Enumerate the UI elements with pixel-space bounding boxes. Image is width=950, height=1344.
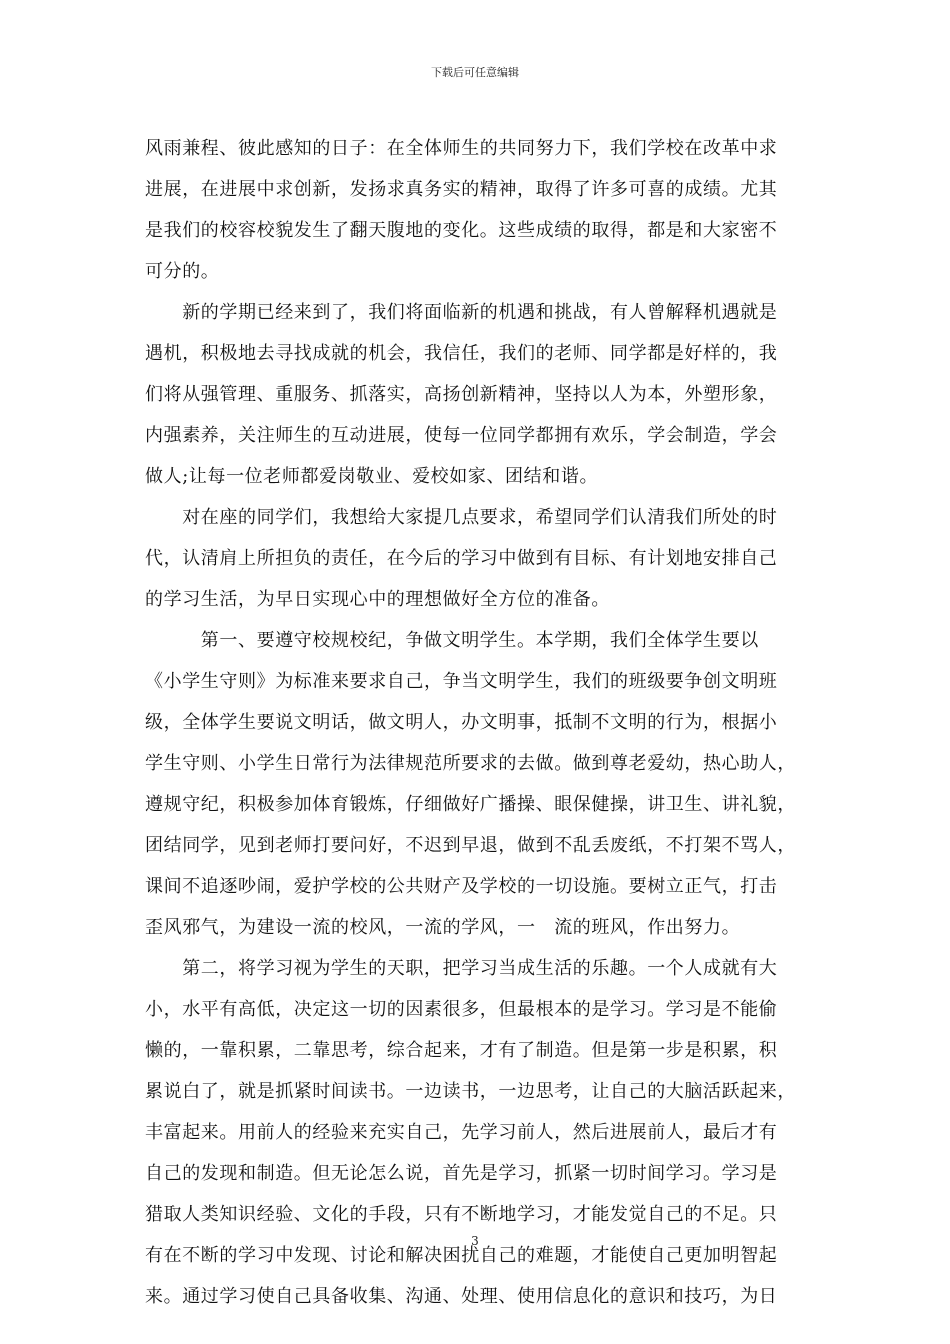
- paragraph-3: 对在座的同学们，我想给大家提几点要求，希望同学们认清我们所处的时 代，认清肩上所担负的责任，在今后的学习中做到有目标、有计划地安排自己 的学习生活，为早日实现心中的理想做好全方位的准备。: [145, 507, 778, 610]
- document-body: [145, 128, 810, 1317]
- paragraph-2: 新的学期已经来到了，我们将面临新的机遇和挑战，有人曾解释机遇就是 遇机，积极地去寻找成就的机会，我信任，我们的老师、同学都是好样的，我 们将从强管理、重服务、抓落实，高扬创新精神，坚持以人为本，外塑形象， 内强素养，关注师生的互动进展，使每一位同学都拥有欢乐，学会制造，学会 做人;让每一位老师都爱岗敬业、爱校如家、团结和谐。: [145, 302, 778, 487]
- page-header: 下载后可任意编辑: [431, 66, 519, 79]
- paragraph-5: 第二，将学习视为学生的天职，把学习当成生活的乐趣。一个人成就有大 小，水平有高低，决定这一切的因素很多，但最根本的是学习。学习是不能偷 懒的，一靠积累，二靠思考，综合起来，才有了制造。但是第一步是积累，积 累说白了，就是抓紧时间读书。一边读书，一边思考，让自己的大脑活跃起来， 丰富起来。用前人的经验来充实自己，先学习前人，然后进展前人，最后才有 自己的发现和制造。但无论怎么说，首先是学习，抓紧一切时间学习。学习是 猎取人类知识经验、文化的手段，只有不断地学习，才能发觉自己的不足。只 有在不断的学习中发现、讨论和解决困扰自己的难题，才能使自己更加明智起 来。通过学习使自己具备收集、沟通、处理、使用信息化的意识和技巧，为日: [145, 958, 796, 1307]
- page-number: 3: [471, 1234, 479, 1248]
- paragraph-4: 第一、要遵守校规校纪，争做文明学生。本学期，我们全体学生要以 《小学生守则》为标准来要求自己，争当文明学生，我们的班级要争创文明班 级，全体学生要说文明话，做文明人，办文明事，抵制不文明的行为，根据小 学生守则、小学生日常行为法律规范所要求的去做。做到尊老爱幼，热心助人， 遵规守纪，积极参加体育锻炼，仔细做好广播操、眼保健操，讲卫生、讲礼貌， 团结同学，见到老师打要问好，不迟到早退，做到不乱丢废纸，不打架不骂人， 课间不追逐吵闹，爱护学校的公共财产及学校的一切设施。要树立正气，打击 歪风邪气，为建设一流的校风，一流的学风，一 流的班风，作出努力。: [145, 630, 796, 938]
- paragraph-1: 风雨兼程、彼此感知的日子：在全体师生的共同努力下，我们学校在改革中求 进展，在进展中求创新，发扬求真务实的精神，取得了许多可喜的成绩。尤其 是我们的校容校貌发生了翻天腹地的变化。这些成绩的取得，都是和大家密不 可分的。: [145, 138, 778, 282]
